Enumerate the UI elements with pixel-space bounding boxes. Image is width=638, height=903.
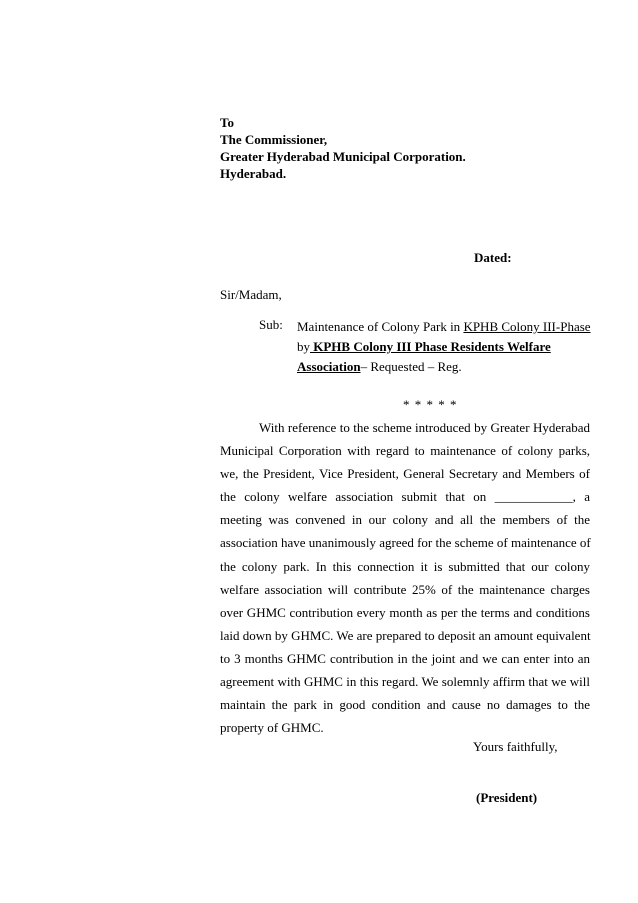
subject-line-1 [297,317,597,337]
body-line: meeting was convened in our colony and all the members of the [220,512,590,528]
signature: (President) [476,790,538,805]
subject-association-word: Association [297,359,361,374]
dated-label: Dated: [474,250,512,265]
body-line: we, the President, Vice President, General Secretary and Members of [220,466,590,482]
subject-line-2-prefix: by [297,339,310,354]
separator-stars: * * * * * [403,397,458,412]
subject-line-1-underlined: KPHB Colony III-Phase [463,319,591,334]
body-line: With reference to the scheme introduced by Greater Hyderabad [259,420,590,435]
body-line: over GHMC contribution every month as per the terms and conditions [220,604,590,620]
body-line: agreement with GHMC in this regard. We solemnly affirm that we will [220,674,590,690]
body-line: property of GHMC. [220,720,324,736]
body-line: to 3 months GHMC contribution in the joint and we can enter into an [220,650,590,666]
subject-association-name: KPHB Colony III Phase Residents Welfare [310,339,551,354]
subject-text [297,317,597,377]
closing: Yours faithfully, [473,739,558,754]
salutation: Sir/Madam, [220,287,282,302]
body-line: the colony park. In this connection it is submitted that our colony [220,558,590,574]
subject-line-1-plain: Maintenance of Colony Park in [297,319,464,334]
body-line: welfare association will contribute 25% of the maintenance charges [220,581,590,597]
letter-body [220,416,590,739]
subject-line-2 [297,337,597,357]
body-line: Municipal Corporation with regard to maintenance of colony parks, [220,443,590,459]
address-title: The Commissioner, [220,132,328,147]
recipient-address [220,114,466,182]
subject-label: Sub: [259,317,283,332]
subject-line-3 [297,357,597,377]
body-line: laid down by GHMC. We are prepared to deposit an amount equivalent [220,627,591,643]
address-to: To [220,115,234,130]
address-city: Hyderabad. [220,166,287,181]
subject-line-3-suffix: – Requested – Reg. [360,359,462,374]
body-line: association have unanimously agreed for the scheme of maintenance of [220,535,591,551]
body-line: maintain the park in good condition and cause no damages to the [220,697,590,713]
address-organization: Greater Hyderabad Municipal Corporation. [220,149,466,164]
body-line: the colony welfare association submit that on ____________, a [220,489,590,505]
